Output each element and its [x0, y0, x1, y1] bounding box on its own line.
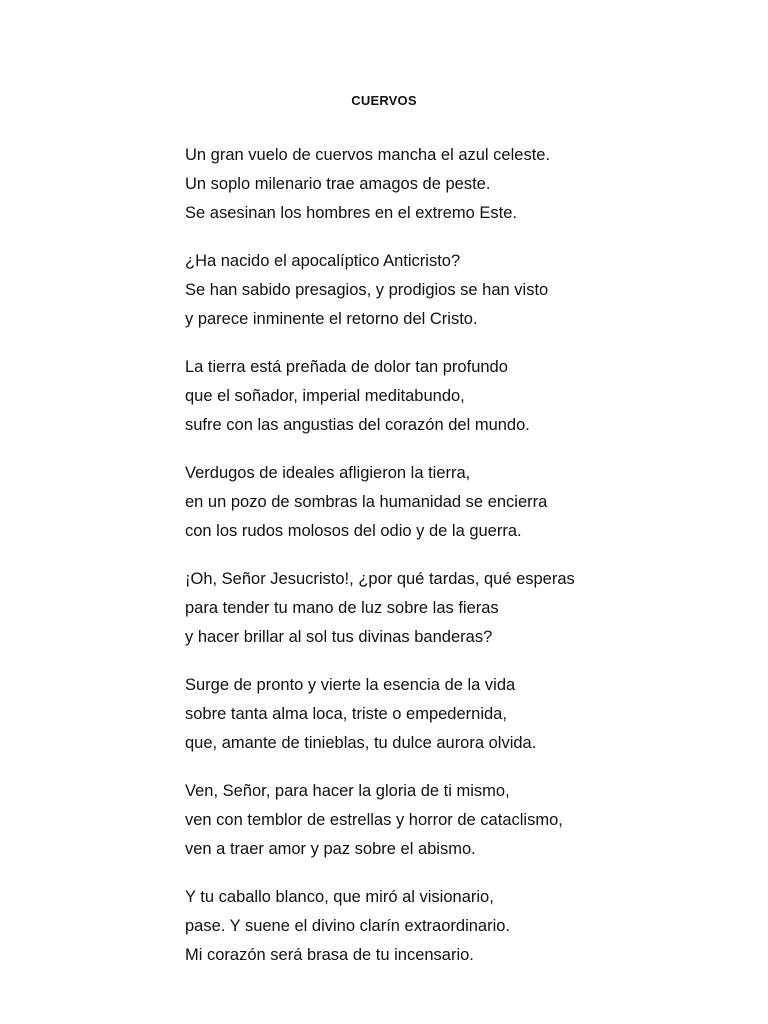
stanza-3 [185, 353, 745, 440]
poem-line: ven a traer amor y paz sobre el abismo. [185, 840, 476, 858]
poem-line: Se asesinan los hombres en el extremo Este. [185, 204, 518, 222]
poem-line: Surge de pronto y vierte la esencia de la vida [185, 676, 516, 694]
poem-line: ¡Oh, Señor Jesucristo!, ¿por qué tardas, qué esperas [185, 570, 575, 588]
poem-line: La tierra está preñada de dolor tan profundo [185, 358, 508, 376]
poem-line: Verdugos de ideales afligieron la tierra, [185, 464, 471, 482]
poem-line: Se han sabido presagios, y prodigios se han visto [185, 281, 549, 299]
poem-line: y parece inminente el retorno del Cristo. [185, 310, 478, 328]
poem-line: Un gran vuelo de cuervos mancha el azul celeste. [185, 146, 551, 164]
poem-line: y hacer brillar al sol tus divinas banderas? [185, 628, 493, 646]
poem-line: Ven, Señor, para hacer la gloria de ti mismo, [185, 782, 510, 800]
poem-line: en un pozo de sombras la humanidad se encierra [185, 493, 548, 511]
poem-line: Mi corazón será brasa de tu incensario. [185, 946, 474, 964]
stanza-2 [185, 247, 745, 334]
poem-line: que, amante de tinieblas, tu dulce aurora olvida. [185, 734, 537, 752]
stanza-7 [185, 777, 745, 864]
poem-line: para tender tu mano de luz sobre las fieras [185, 599, 499, 617]
poem-line: ven con temblor de estrellas y horror de cataclismo, [185, 811, 563, 829]
poem-line: pase. Y suene el divino clarín extraordinario. [185, 917, 511, 935]
poem-line: ¿Ha nacido el apocalíptico Anticristo? [185, 252, 461, 270]
stanza-4 [185, 459, 745, 546]
poem-line: con los rudos molosos del odio y de la guerra. [185, 522, 522, 540]
poem-line: sufre con las angustias del corazón del mundo. [185, 416, 530, 434]
stanza-1 [185, 141, 745, 228]
poem-line: que el soñador, imperial meditabundo, [185, 387, 465, 405]
stanza-6 [185, 671, 745, 758]
poem-body [185, 141, 745, 989]
poem-line: Un soplo milenario trae amagos de peste. [185, 175, 491, 193]
stanza-8 [185, 883, 745, 970]
stanza-5 [185, 565, 745, 652]
poem-title: CUERVOS [351, 93, 417, 108]
poem-line: sobre tanta alma loca, triste o empedernida, [185, 705, 507, 723]
poem-line: Y tu caballo blanco, que miró al visionario, [185, 888, 494, 906]
